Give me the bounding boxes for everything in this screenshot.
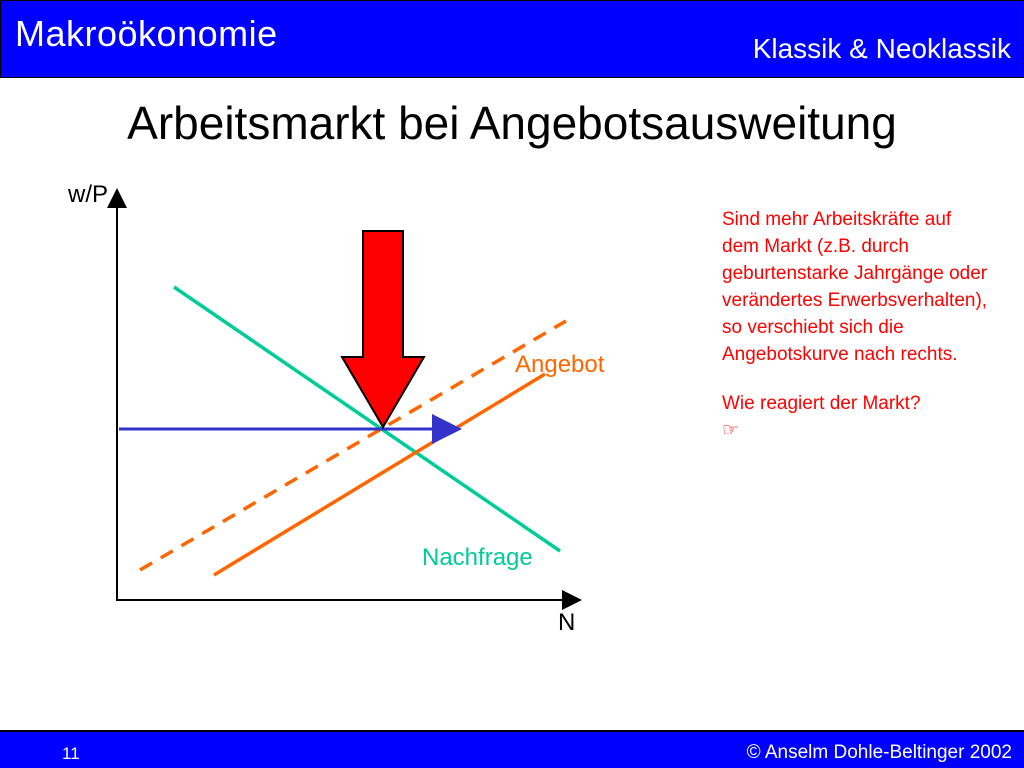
pointing-hand-icon: ☞ <box>722 420 740 441</box>
shift-down-arrow <box>342 231 424 427</box>
explanation-text: Sind mehr Arbeitskräfte auf dem Markt (z.B. durch geburtenstarke Jahrgänge oder verändertes Erwerbsverhalten), so verschiebt sich die Angebotskurve nach rechts. <box>722 209 988 365</box>
question-label: Wie reagiert der Markt? <box>722 393 921 414</box>
demand-label: Nachfrage <box>422 544 533 571</box>
footer-bar <box>0 730 1024 768</box>
page-number: 11 <box>62 744 80 763</box>
question-text <box>722 390 992 444</box>
supply-label: Angebot <box>515 351 605 378</box>
course-title: Makroökonomie <box>15 13 278 54</box>
slide-title: Arbeitsmarkt bei Angebotsausweitung <box>127 97 897 149</box>
explanation-box <box>722 206 992 444</box>
y-axis-label: w/P <box>68 181 109 208</box>
copyright: © Anselm Dohle-Beltinger 2002 <box>746 742 1012 763</box>
topic-title: Klassik & Neoklassik <box>752 33 1011 64</box>
x-axis-label: N <box>558 609 576 636</box>
